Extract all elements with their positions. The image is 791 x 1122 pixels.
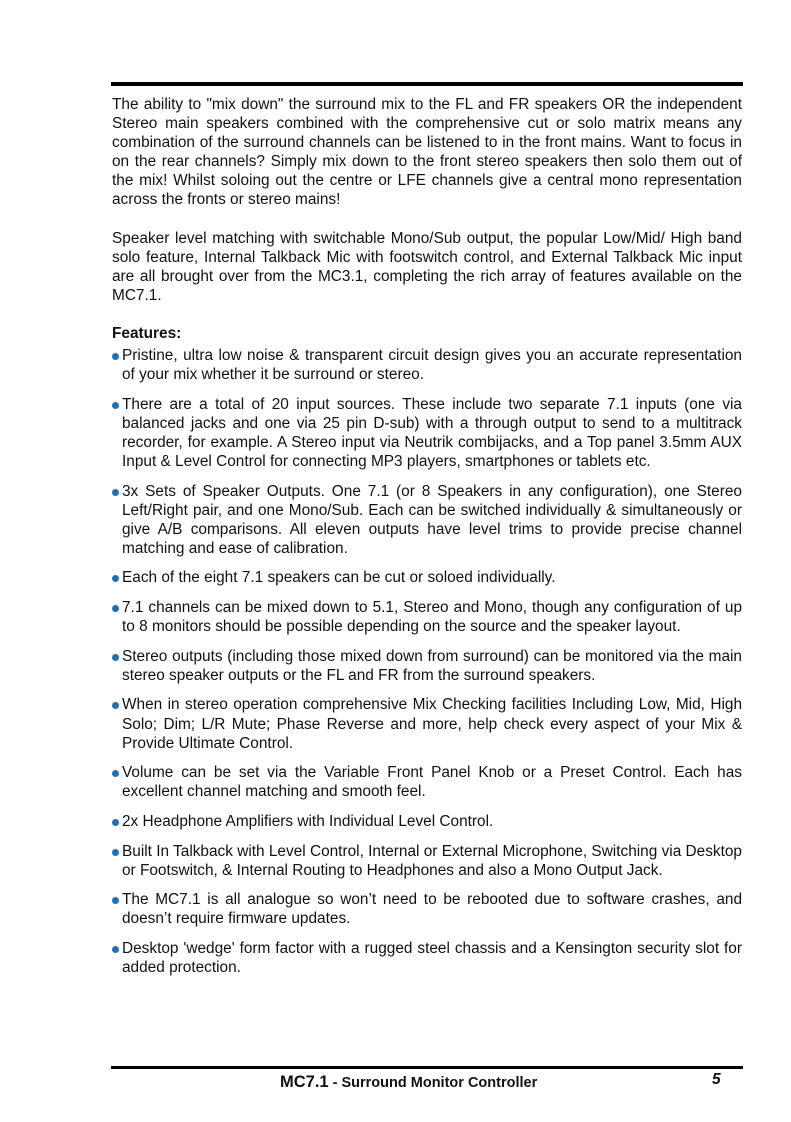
feature-text: Pristine, ultra low noise & transparent circuit design gives you an accurate representation of your mix whether it be surround or stereo. xyxy=(122,347,742,384)
feature-text: There are a total of 20 input sources. These include two separate 7.1 inputs (one via balanced jacks and one via 25 pin D-sub) with a through output to send to a multitrack recorder, for example. A Stereo input via Neutrik combijacks, and a Top panel 3.5mm AUX Input & Level Control for connecting MP3 players, smartphones or tablets etc. xyxy=(122,395,742,470)
footer-subtitle: - Surround Monitor Controller xyxy=(328,1075,538,1091)
feature-text: Stereo outputs (including those mixed down from surround) can be monitored via the main stereo speaker outputs or the FL and FR from the surround speakers. xyxy=(122,647,742,684)
feature-item xyxy=(112,939,742,977)
feature-item xyxy=(112,763,742,801)
bullet-icon xyxy=(112,402,119,409)
bullet-icon xyxy=(112,702,119,709)
bullet-icon xyxy=(112,819,119,826)
feature-item xyxy=(112,395,742,471)
feature-item xyxy=(112,812,742,831)
feature-text: Volume can be set via the Variable Front Panel Knob or a Preset Control. Each has excellent channel matching and smooth feel. xyxy=(122,764,742,801)
feature-text: The MC7.1 is all analogue so won’t need to be rebooted due to software crashes, and doesn’t require firmware updates. xyxy=(122,891,742,928)
feature-text: 3x Sets of Speaker Outputs. One 7.1 (or 8 Speakers in any configuration), one Stereo Left/Right pair, and one Mono/Sub. Each can be switched individually & simultaneously or give A/B comparisons. All eleven outputs have level trims to provide precise channel matching and ease of calibration. xyxy=(122,482,742,557)
feature-item xyxy=(112,695,742,752)
bullet-icon xyxy=(112,849,119,856)
feature-item xyxy=(112,568,742,587)
feature-item xyxy=(112,890,742,928)
feature-item xyxy=(112,346,742,384)
bullet-icon xyxy=(112,489,119,496)
feature-item xyxy=(112,842,742,880)
bullet-icon xyxy=(112,605,119,612)
feature-item xyxy=(112,647,742,685)
feature-item xyxy=(112,598,742,636)
features-heading: Features: xyxy=(112,324,182,342)
footer-model: MC7.1 xyxy=(280,1073,329,1091)
bullet-icon xyxy=(112,353,119,360)
feature-item xyxy=(112,482,742,558)
feature-text: 2x Headphone Amplifiers with Individual Level Control. xyxy=(122,812,494,830)
feature-text: Desktop 'wedge' form factor with a rugged steel chassis and a Kensington security slot for added protection. xyxy=(122,939,742,976)
footer-rule xyxy=(111,1066,743,1069)
intro-paragraph-2: Speaker level matching with switchable Mono/Sub output, the popular Low/Mid/ High band solo feature, Internal Talkback Mic with footswitch control, and External Talkback Mic input are all brought over from the MC3.1, completing the rich array of features available on the MC7.1. xyxy=(112,229,742,304)
feature-text: When in stereo operation comprehensive Mix Checking facilities Including Low, Mid, High Solo; Dim; L/R Mute; Phase Reverse and more, help check every aspect of your Mix & Provide Ultimate Control. xyxy=(122,696,742,752)
bullet-icon xyxy=(112,770,119,777)
bullet-icon xyxy=(112,946,119,953)
page-content xyxy=(112,95,742,988)
header-rule xyxy=(111,82,743,86)
bullet-icon xyxy=(112,897,119,904)
feature-text: 7.1 channels can be mixed down to 5.1, Stereo and Mono, though any configuration of up to 8 monitors should be possible depending on the source and the speaker layout. xyxy=(122,599,742,636)
feature-text: Each of the eight 7.1 speakers can be cut or soloed individually. xyxy=(122,569,556,587)
page-number: 5 xyxy=(712,1071,721,1088)
features-list xyxy=(112,346,742,977)
bullet-icon xyxy=(112,654,119,661)
footer-title xyxy=(280,1073,537,1092)
bullet-icon xyxy=(112,575,119,582)
intro-paragraph-1: The ability to "mix down" the surround mix to the FL and FR speakers OR the independent Stereo main speakers combined with the comprehensive cut or solo matrix means any combination of the surround channels can be listened to in the front mains. Want to focus in on the rear channels? Simply mix down to the front stereo speakers then solo them out of the mix! Whilst soloing out the centre or LFE channels give a central mono representation across the fronts or stereo mains! xyxy=(112,96,742,209)
feature-text: Built In Talkback with Level Control, Internal or External Microphone, Switching via Desktop or Footswitch, & Internal Routing to Headphones and also a Mono Output Jack. xyxy=(122,842,742,879)
